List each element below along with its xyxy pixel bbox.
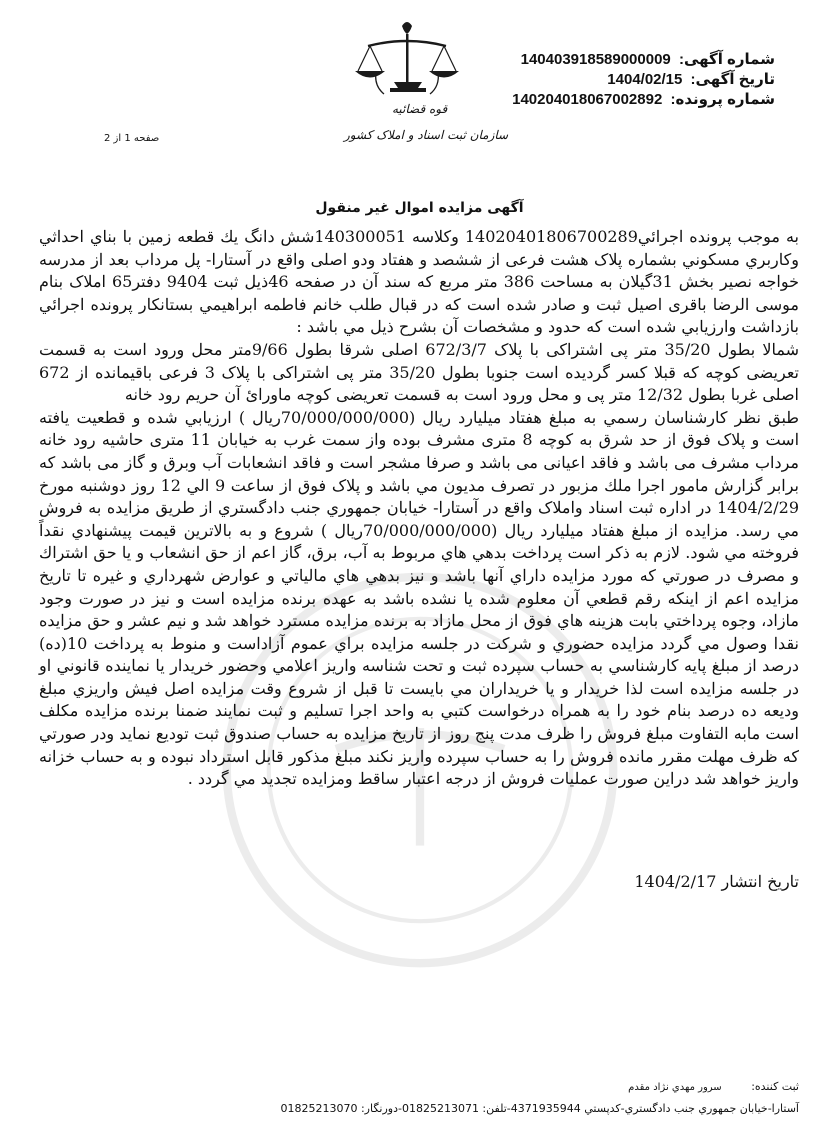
ad-number-value: 140403918589000009 xyxy=(520,51,671,68)
paragraph-terms: طبق نظر كارشناسان رسمي به مبلغ هفتاد ميليارد ريال (70/000/000/000ريال ) ارزيابي شده و قطعیت یافته است و پلاک فوق از حد شرق به کوچه 8 متری مشرف بوده واز سمت غرب به خیابان 11 متری حاشیه رود خانه مرداب مشرف می باشد و فاقد اعیانی می باشد و صرفا مشجر است و فاقد انشعابات آب وبرق و گاز می باشد که برابر گزارش مامور اجرا ملك مزبور در تصرف مديون مي باشد و پلاک فوق از ساعت 9 الي 12 روز دوشنبه مورخ 1404/2/29 در اداره ثبت اسناد واملاک واقع در آستارا- خيابان جمهوري جنب دادگستري از طريق مزايده به فروش مي رسد. مزايده از مبلغ هفتاد ميليارد ريال (70/000/000/000ريال ) شروع و به بالاترين قيمت پيشنهادي نقداً فروخته مي شود. لازم به ذكر است پرداخت بدهي هاي مربوط به آب، برق، گاز اعم از حق انشعاب و يا حق اشتراك و مصرف در صورتي كه مورد مزايده داراي آنها باشد و نيز بدهي هاي مالياتي و عوارض شهرداري و غيره تا تاريخ مزايده اعم از اينكه رقم قطعي آن معلوم شده يا نشده باشد به عهده برنده مزايده است و نيز در صورت وجود مازاد، وجوه پرداختي بابت هزينه هاي فوق از محل مازاد به برنده مزايده مسترد خواهد شد و نيم عشر و حق مزايده نقدا وصول مي گردد مزايده حضوري و شركت در جلسه مزايده براي عموم آزاداست و منوط به پرداخت 10(ده) درصد از مبلغ پايه كارشناسي به حساب سپرده ثبت و تحت شناسه واريز اعلامي وحضور خريدار يا نماينده قانوني او در جلسه مزايده است لذا خريدار و يا خريداران مي بايست تا قبل از شروع وقت مزايده اصل فيش واريزي مبلغ وديعه ده درصد بنام خود را به همراه درخواست كتبي به واحد اجرا تسليم و ثبت نمايند ضمنا برنده مزايده مكلف است مابه التفاوت مبلغ فروش را ظرف مدت پنج روز از تاريخ مزايده به حساب صندوق ثبت توديع نمايد ودر صورتي كه ظرف مهلت مقرر مانده فروش را به حساب سپرده واريز نكند مبلغ مذكور قابل استرداد نبوده و به حساب خزانه واريز خواهد شد دراين صورت عمليات فروش از درجه اعتبار ساقط ومزايده تجديد مي گردد . xyxy=(39,407,800,789)
office-address: آستارا-خيابان جمهوري جنب دادگستري-كدپستي 4371935944-تلفن: 01825213071-دورنگار: 01825213070 xyxy=(280,1102,799,1115)
page-number: صفحه 1 از 2 xyxy=(104,133,160,144)
ad-date-label: تاریخ آگهی: xyxy=(690,71,775,88)
judiciary-name: قوه قضائیه xyxy=(392,102,448,116)
paragraph-intro: به موجب پرونده اجرائي14020401806700289 وكلاسه 140300051شش دانگ يك قطعه زمين با بناي احداثي وكاربري مسكوني بشماره پلاک هشت فرعی از ششصد و هفتاد ودو اصلی واقع در آستارا- پل مرداب بعد از مدرسه خواجه نصير بخش 31گيلان به مساحت 386 متر مربع كه سند آن در صفحه 46ذیل ثبت 9404 دفتر65 املاک بنام موسی الرضا باقری اصیل ثبت و صادر شده است كه در قبال طلب خانم فاطمه ابراهيمي بستانكار پرونده اجرائي بازداشت وارزيابي شده است كه حدود و مشخصات آن بشرح ذيل مي باشد : xyxy=(39,227,800,337)
auction-notice-body xyxy=(39,226,799,791)
registrar-name: سرور مهدي نژاد مقدم xyxy=(628,1082,722,1093)
publish-date-line xyxy=(634,872,799,891)
file-number-row xyxy=(415,90,775,110)
ad-meta xyxy=(415,50,775,110)
paragraph-boundaries: شمالا بطول 35/20 متر پی اشتراکی با پلاک 672/3/7 اصلی شرقا بطول 9/66متر محل ورود است به قسمت تعریضی کوچه که قبلا کسر گردیده است جنوبا بطول 35/20 متر پی اشتراکی با پلاک 3 فرعی باقیمانده از 672 اصلی غربا بطول 12/32 متر پی و محل ورود است به قسمت تعریضی کوچه ماورائ آن حريم رود خانه xyxy=(39,339,800,405)
ad-number-row xyxy=(415,50,775,70)
registrar-line xyxy=(628,1080,799,1093)
organization-name: سازمان ثبت اسناد و املاک کشور xyxy=(344,128,509,142)
file-number-label: شماره پرونده: xyxy=(670,91,775,108)
ad-date-value: 1404/02/15 xyxy=(607,71,683,88)
ad-date-row xyxy=(415,70,775,90)
registrar-label: ثبت كننده: xyxy=(751,1080,799,1093)
ad-number-label: شماره آگهی: xyxy=(678,51,775,68)
publish-date-value: 1404/2/17 xyxy=(634,872,717,891)
file-number-value: 140204018067002892 xyxy=(512,91,663,108)
publish-date-label: تاريخ انتشار xyxy=(721,872,799,891)
page-title: آگهی مزایده اموال غیر منقول xyxy=(315,200,524,216)
